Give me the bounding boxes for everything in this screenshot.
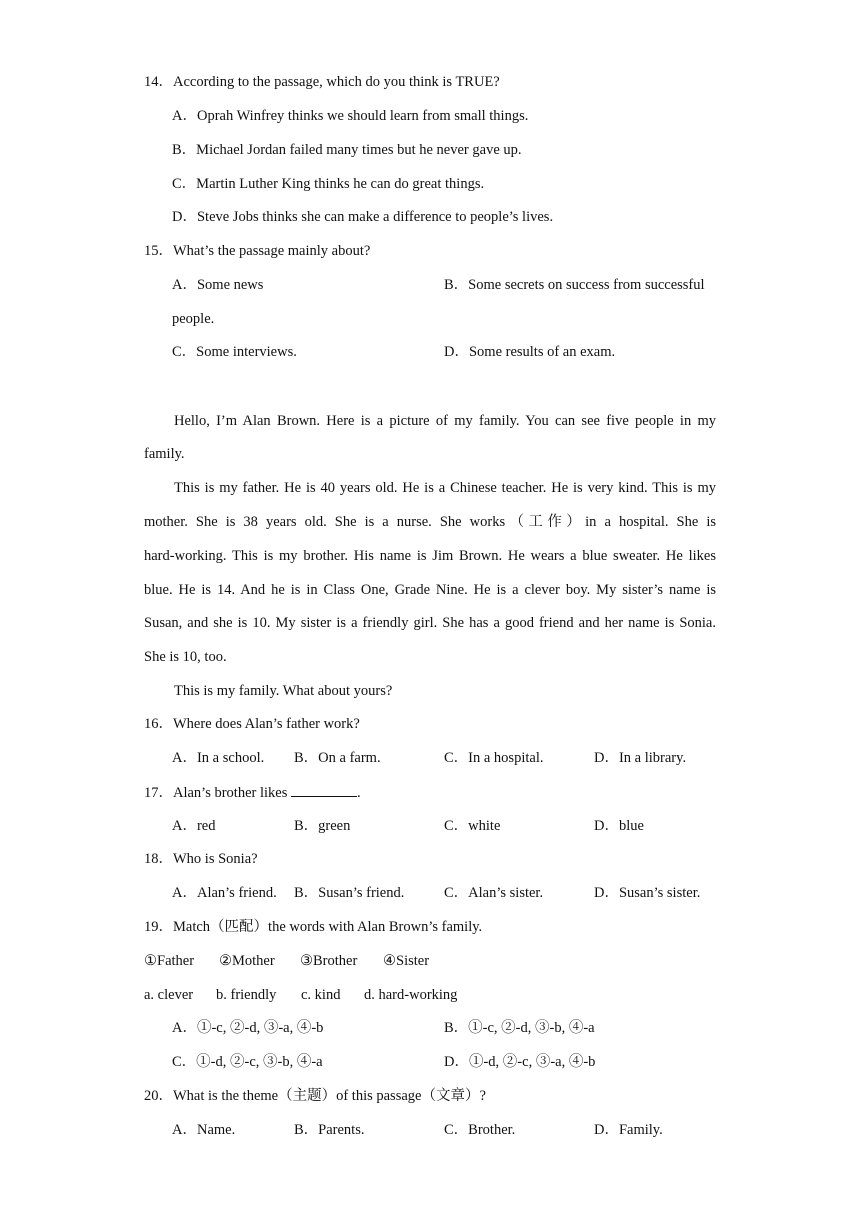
- word-clever: a. clever: [144, 987, 194, 1003]
- word-kind: c. kind: [301, 987, 341, 1003]
- q20-option-b[interactable]: B．Parents.: [294, 1122, 365, 1138]
- q19-option-b[interactable]: B．①-c, ②-d, ③-b, ④-a: [444, 1020, 595, 1036]
- question-15-stem: 15．What’s the passage mainly about?: [144, 243, 371, 259]
- q15-option-b[interactable]: B．Some secrets on success from successful: [444, 277, 705, 293]
- q17-stem-text: 17．Alan’s brother likes: [144, 785, 288, 801]
- question-16-stem: 16．Where does Alan’s father work?: [144, 716, 360, 732]
- passage-paragraph-1-line-2: family.: [144, 446, 185, 462]
- q18-option-d[interactable]: D．Susan’s sister.: [594, 885, 701, 901]
- q19-option-c[interactable]: C．①-d, ②-c, ③-b, ④-a: [172, 1054, 323, 1070]
- q16-option-c[interactable]: C．In a hospital.: [444, 750, 544, 766]
- q15-option-d[interactable]: D．Some results of an exam.: [444, 344, 616, 360]
- question-17-stem: [144, 782, 361, 803]
- q15-option-a[interactable]: A．Some news: [172, 277, 264, 293]
- q17-stem-end: .: [357, 785, 361, 801]
- q14-option-a[interactable]: A．Oprah Winfrey thinks we should learn from small things.: [172, 108, 529, 124]
- q17-option-d[interactable]: D．blue: [594, 818, 644, 834]
- q20-option-d[interactable]: D．Family.: [594, 1122, 663, 1138]
- question-14-stem: 14．According to the passage, which do you think is TRUE?: [144, 74, 500, 90]
- q17-option-a[interactable]: A．red: [172, 818, 216, 834]
- passage-paragraph-2-line-3: hard-working. This is my brother. His name is Jim Brown. He wears a blue sweater. He likes: [144, 548, 716, 564]
- q17-option-c[interactable]: C．white: [444, 818, 501, 834]
- passage-paragraph-3: This is my family. What about yours?: [174, 683, 393, 699]
- q14-option-d[interactable]: D．Steve Jobs thinks she can make a difference to people’s lives.: [172, 209, 554, 225]
- q16-option-b[interactable]: B．On a farm.: [294, 750, 381, 766]
- question-19-stem: 19．Match（匹配）the words with Alan Brown’s family.: [144, 919, 483, 935]
- passage-paragraph-2-line-4: blue. He is 14. And he is in Class One, Grade Nine. He is a clever boy. My sister’s name is: [144, 582, 716, 598]
- word-hard-working: d. hard-working: [364, 987, 458, 1003]
- q16-option-d[interactable]: D．In a library.: [594, 750, 687, 766]
- word-friendly: b. friendly: [216, 987, 277, 1003]
- q20-option-c[interactable]: C．Brother.: [444, 1122, 516, 1138]
- q15-option-b-continued: people.: [172, 311, 215, 327]
- family-member-sister: ④Sister: [383, 953, 430, 969]
- family-member-brother: ③Brother: [300, 953, 358, 969]
- question-18-stem: 18．Who is Sonia?: [144, 851, 258, 867]
- q15-option-c[interactable]: C．Some interviews.: [172, 344, 297, 360]
- q18-option-a[interactable]: A．Alan’s friend.: [172, 885, 277, 901]
- answer-blank[interactable]: [291, 782, 357, 797]
- q17-option-b[interactable]: B．green: [294, 818, 351, 834]
- q20-option-a[interactable]: A．Name.: [172, 1122, 236, 1138]
- q16-option-a[interactable]: A．In a school.: [172, 750, 265, 766]
- passage-paragraph-2-line-1: This is my father. He is 40 years old. He is a Chinese teacher. He is very kind. This is my: [174, 480, 716, 496]
- passage-paragraph-2-line-6: She is 10, too.: [144, 649, 227, 665]
- family-member-father: ①Father: [144, 953, 195, 969]
- question-20-stem: 20．What is the theme（主题）of this passage（文章）?: [144, 1088, 486, 1104]
- q14-option-c[interactable]: C．Martin Luther King thinks he can do great things.: [172, 176, 485, 192]
- passage-paragraph-1-line-1: Hello, I’m Alan Brown. Here is a picture of my family. You can see five people in my: [174, 413, 716, 429]
- q14-option-b[interactable]: B．Michael Jordan failed many times but he never gave up.: [172, 142, 522, 158]
- q18-option-c[interactable]: C．Alan’s sister.: [444, 885, 544, 901]
- family-member-mother: ②Mother: [219, 953, 275, 969]
- q18-option-b[interactable]: B．Susan’s friend.: [294, 885, 405, 901]
- q19-option-a[interactable]: A．①-c, ②-d, ③-a, ④-b: [172, 1020, 324, 1036]
- passage-paragraph-2-line-2: mother. She is 38 years old. She is a nurse. She works（工作）in a hospital. She is: [144, 514, 716, 530]
- q19-option-d[interactable]: D．①-d, ②-c, ③-a, ④-b: [444, 1054, 596, 1070]
- passage-paragraph-2-line-5: Susan, and she is 10. My sister is a friendly girl. She has a good friend and her name is Sonia.: [144, 615, 716, 631]
